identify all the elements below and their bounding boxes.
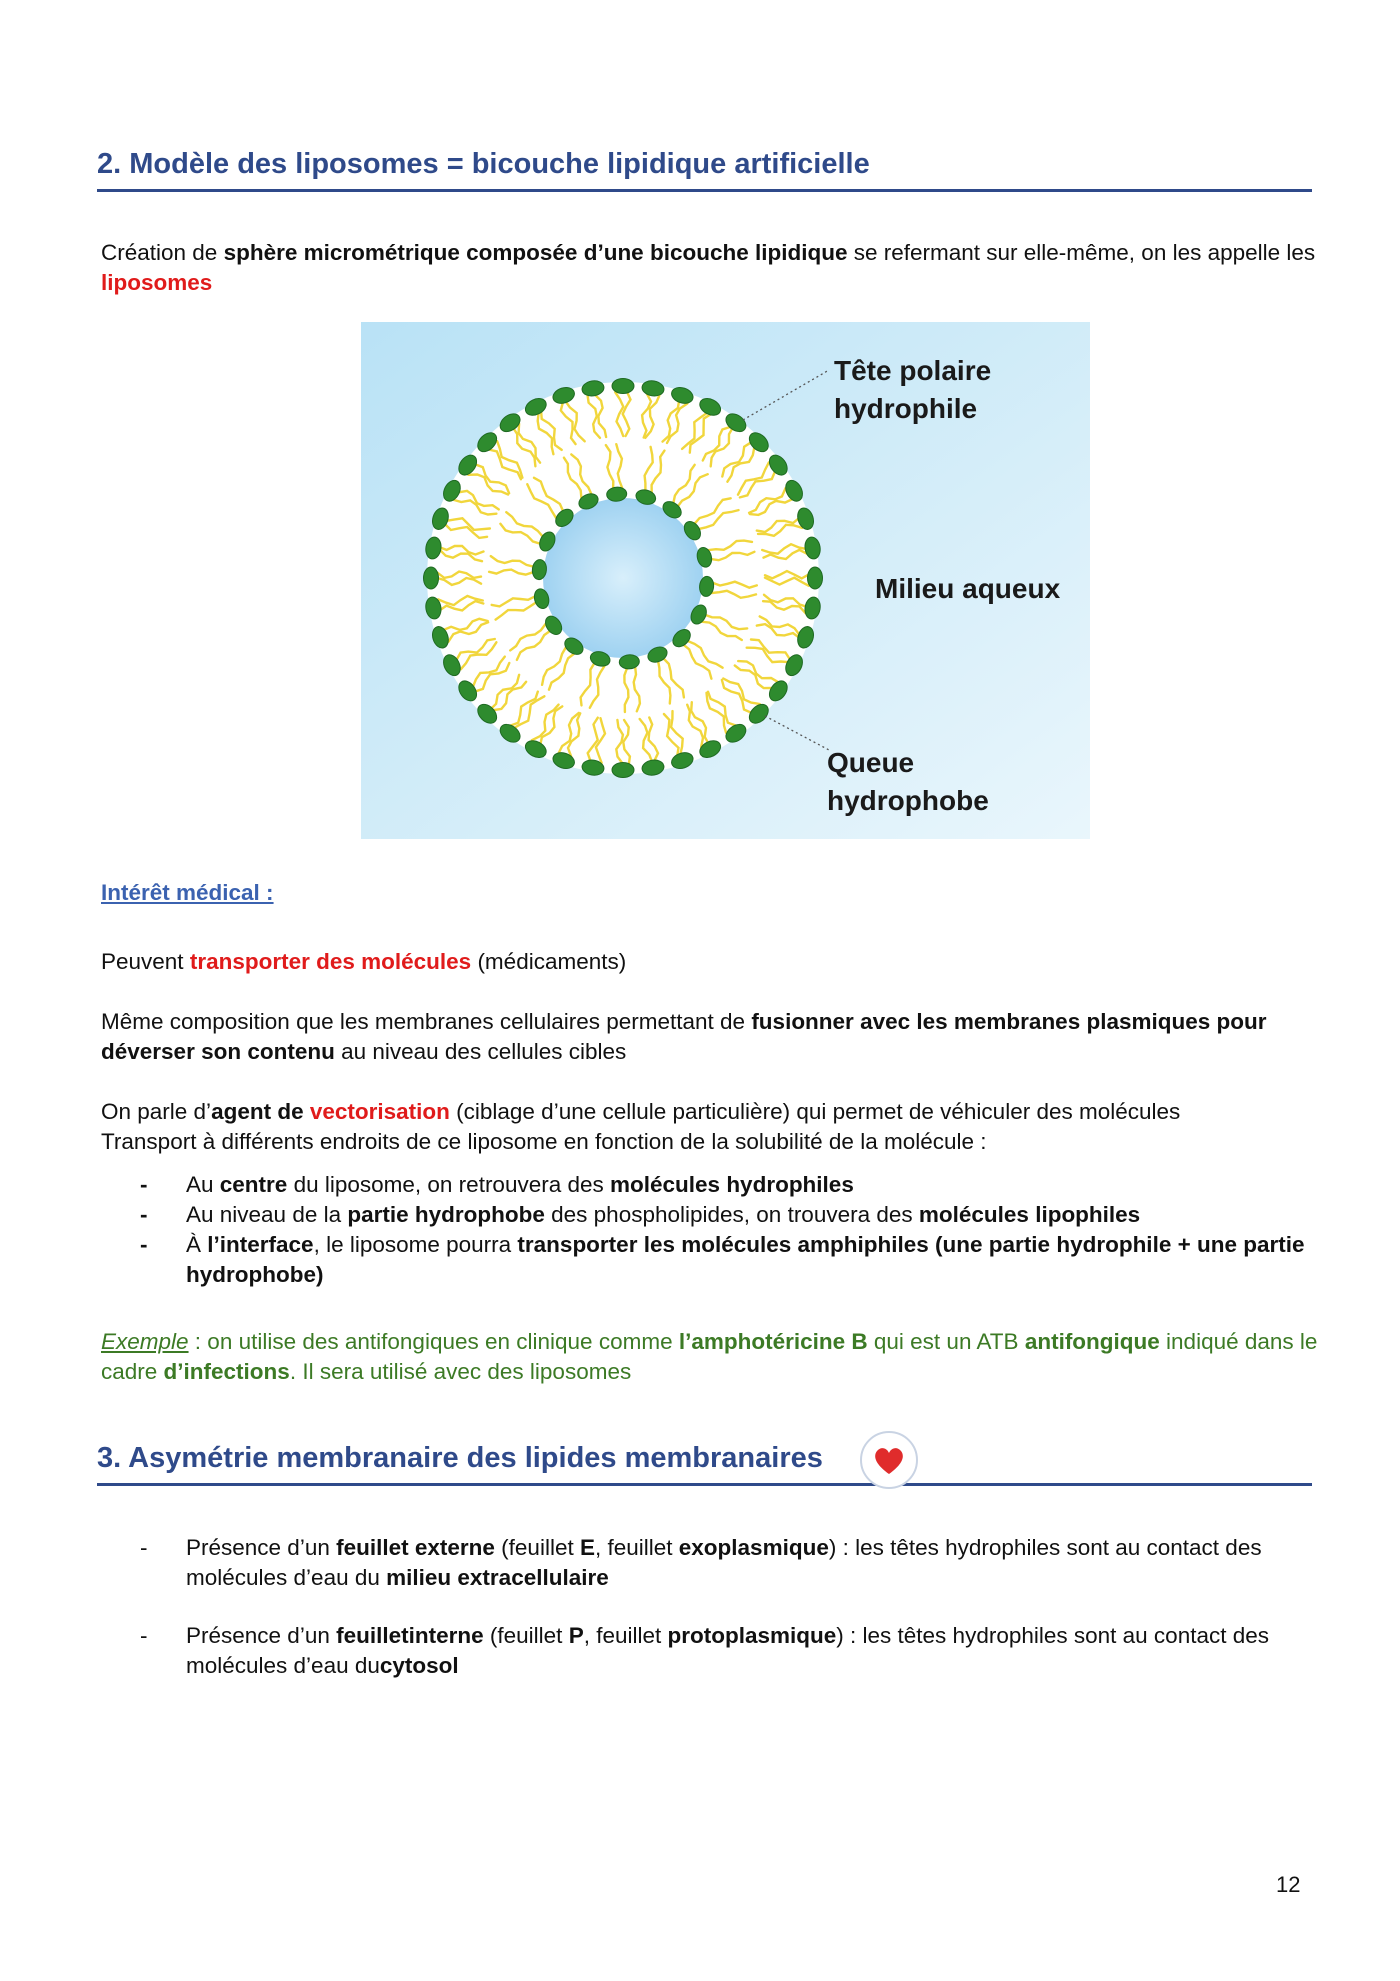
example-paragraph: Exemple : on utilise des antifongiques en clinique comme l’amphotéricine B qui est un ATB antifongique indiqué dans le cadre d’infections. Il sera utilisé avec des liposomes [101, 1329, 1318, 1384]
list-item: - Présence d’un feuillet externe (feuillet E, feuillet exoplasmique) : les têtes hydrophiles sont au contact des molécules d’eau du milieu extracellulaire [140, 1535, 1262, 1590]
label-tail-line1: Queue [827, 747, 915, 778]
list-item: - Présence d’un feuilletinterne (feuillet P, feuillet protoplasmique) : les têtes hydrophiles sont au contact des molécules d’eau ducytosol [140, 1623, 1270, 1678]
lipid-head [424, 567, 439, 589]
label-head-line2: hydrophile [834, 393, 978, 424]
liposome-diagram [361, 322, 1090, 839]
liposome-intro: Création de sphère micrométrique composée d’une bicouche lipidique se refermant sur elle-même, on les appelle les liposomes [101, 240, 1316, 295]
page-number: 12 [1276, 1872, 1301, 1897]
list-item: - Au centre du liposome, on retrouvera des molécules hydrophiles [140, 1172, 854, 1197]
label-head-line1: Tête polaire [834, 355, 992, 386]
heart-icon [858, 1429, 920, 1491]
section-2-heading: 2. Modèle des liposomes = bicouche lipidique artificielle [97, 148, 1312, 192]
composition-paragraph: Même composition que les membranes cellulaires permettant de fusionner avec les membranes plasmiques pour déverser son contenu au niveau des cellules cibles [101, 1009, 1267, 1064]
section-3-heading: 3. Asymétrie membranaire des lipides membranaires [97, 1442, 1312, 1486]
lipid-head [808, 567, 823, 589]
lipid-head [612, 379, 634, 394]
list-item: - Au niveau de la partie hydrophobe des phospholipides, on trouvera des molécules lipophiles [140, 1202, 1141, 1227]
lipid-head [612, 763, 634, 778]
label-medium: Milieu aqueux [875, 573, 1061, 604]
leaflet-list [140, 1533, 1330, 1709]
solubility-list [140, 1170, 1330, 1290]
vectorisation-paragraph: On parle d’agent de vectorisation (ciblage d’une cellule particulière) qui permet de véhiculer des molécules Transport à différents endroits de ce liposome en fonction de la solubilité de la molécule : [101, 1099, 1181, 1154]
list-item: - À l’interface, le liposome pourra transporter les molécules amphiphiles (une partie hydrophile + une partie hydrophobe) [140, 1232, 1305, 1287]
transport-paragraph: Peuvent transporter des molécules (médicaments) [101, 949, 627, 974]
label-tail-line2: hydrophobe [827, 785, 989, 816]
medical-interest-heading: Intérêt médical : [101, 880, 274, 905]
